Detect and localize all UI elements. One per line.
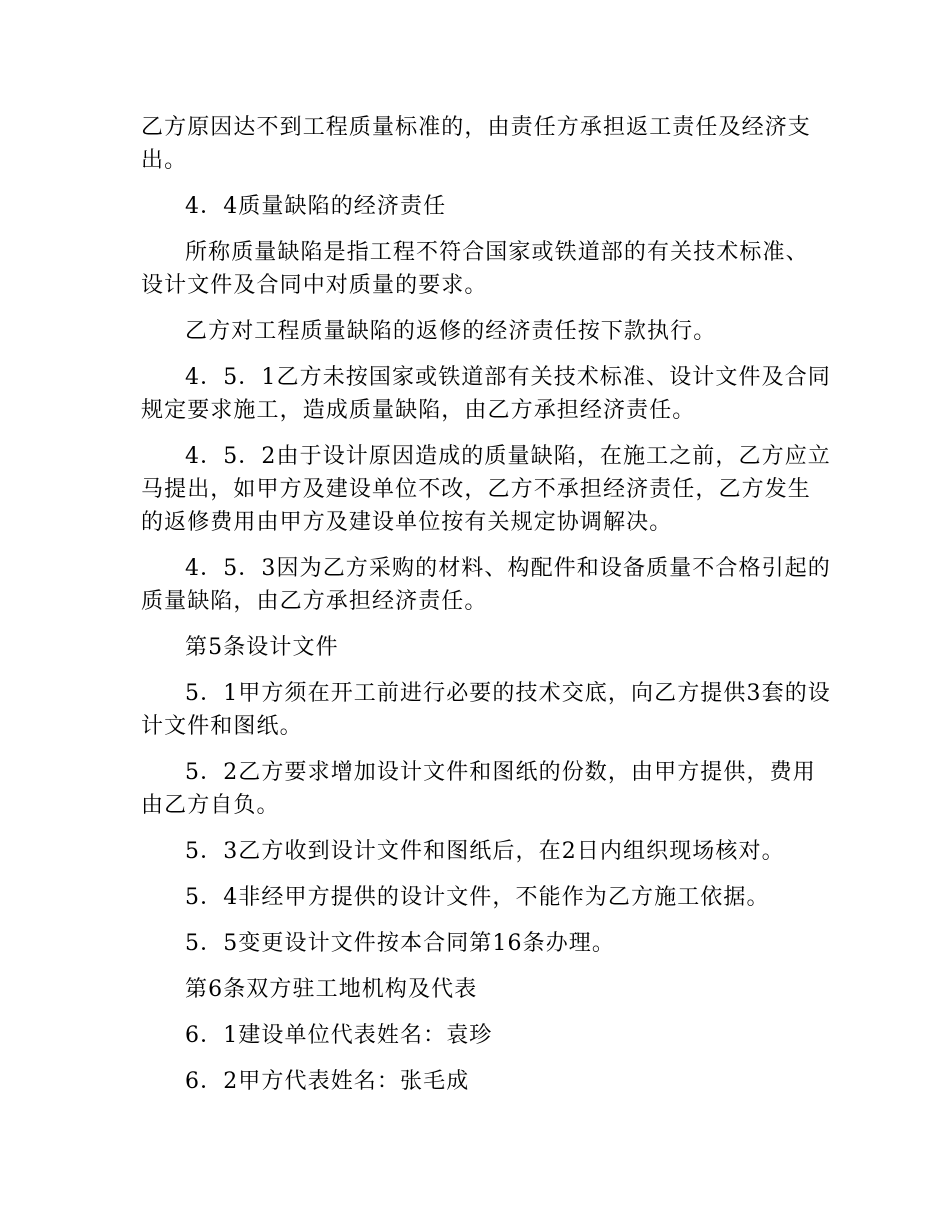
paragraph-continuation: 乙方原因达不到工程质量标准的，由责任方承担返工责任及经济支出。 bbox=[141, 115, 811, 173]
article-5-heading: 第5条设计文件 bbox=[185, 635, 339, 660]
clause-6-2: 6．2甲方代表姓名：张毛成 bbox=[185, 1069, 470, 1094]
clause-4-5-3: 4．5．3因为乙方采购的材料、构配件和设备质量不合格引起的质量缺陷，由乙方承担经济责任。 bbox=[141, 556, 831, 614]
paragraph-repair-responsibility: 乙方对工程质量缺陷的返修的经济责任按下款执行。 bbox=[185, 319, 717, 344]
document-body bbox=[141, 111, 831, 1111]
clause-5-4: 5．4非经甲方提供的设计文件，不能作为乙方施工依据。 bbox=[185, 885, 770, 910]
paragraph-defect-definition: 所称质量缺陷是指工程不符合国家或铁道部的有关技术标准、设计文件及合同中对质量的要求。 bbox=[141, 240, 809, 298]
clause-5-5: 5．5变更设计文件按本合同第16条办理。 bbox=[185, 931, 615, 956]
article-6-heading: 第6条双方驻工地机构及代表 bbox=[185, 977, 478, 1002]
section-heading-4-4: 4．4质量缺陷的经济责任 bbox=[185, 194, 447, 219]
clause-6-1: 6．1建设单位代表姓名：袁珍 bbox=[185, 1023, 493, 1048]
clause-5-2: 5．2乙方要求增加设计文件和图纸的份数，由甲方提供，费用由乙方自负。 bbox=[141, 760, 816, 818]
clause-4-5-1: 4．5．1乙方未按国家或铁道部有关技术标准、设计文件及合同规定要求施工，造成质量缺陷，由乙方承担经济责任。 bbox=[141, 365, 831, 423]
clause-4-5-2: 4．5．2由于设计原因造成的质量缺陷，在施工之前，乙方应立马提出，如甲方及建设单位不改，乙方不承担经济责任，乙方发生的返修费用由甲方及建设单位按有关规定协调解决。 bbox=[141, 444, 831, 535]
clause-5-3: 5．3乙方收到设计文件和图纸后，在2日内组织现场核对。 bbox=[185, 839, 785, 864]
clause-5-1: 5．1甲方须在开工前进行必要的技术交底，向乙方提供3套的设计文件和图纸。 bbox=[141, 681, 831, 739]
